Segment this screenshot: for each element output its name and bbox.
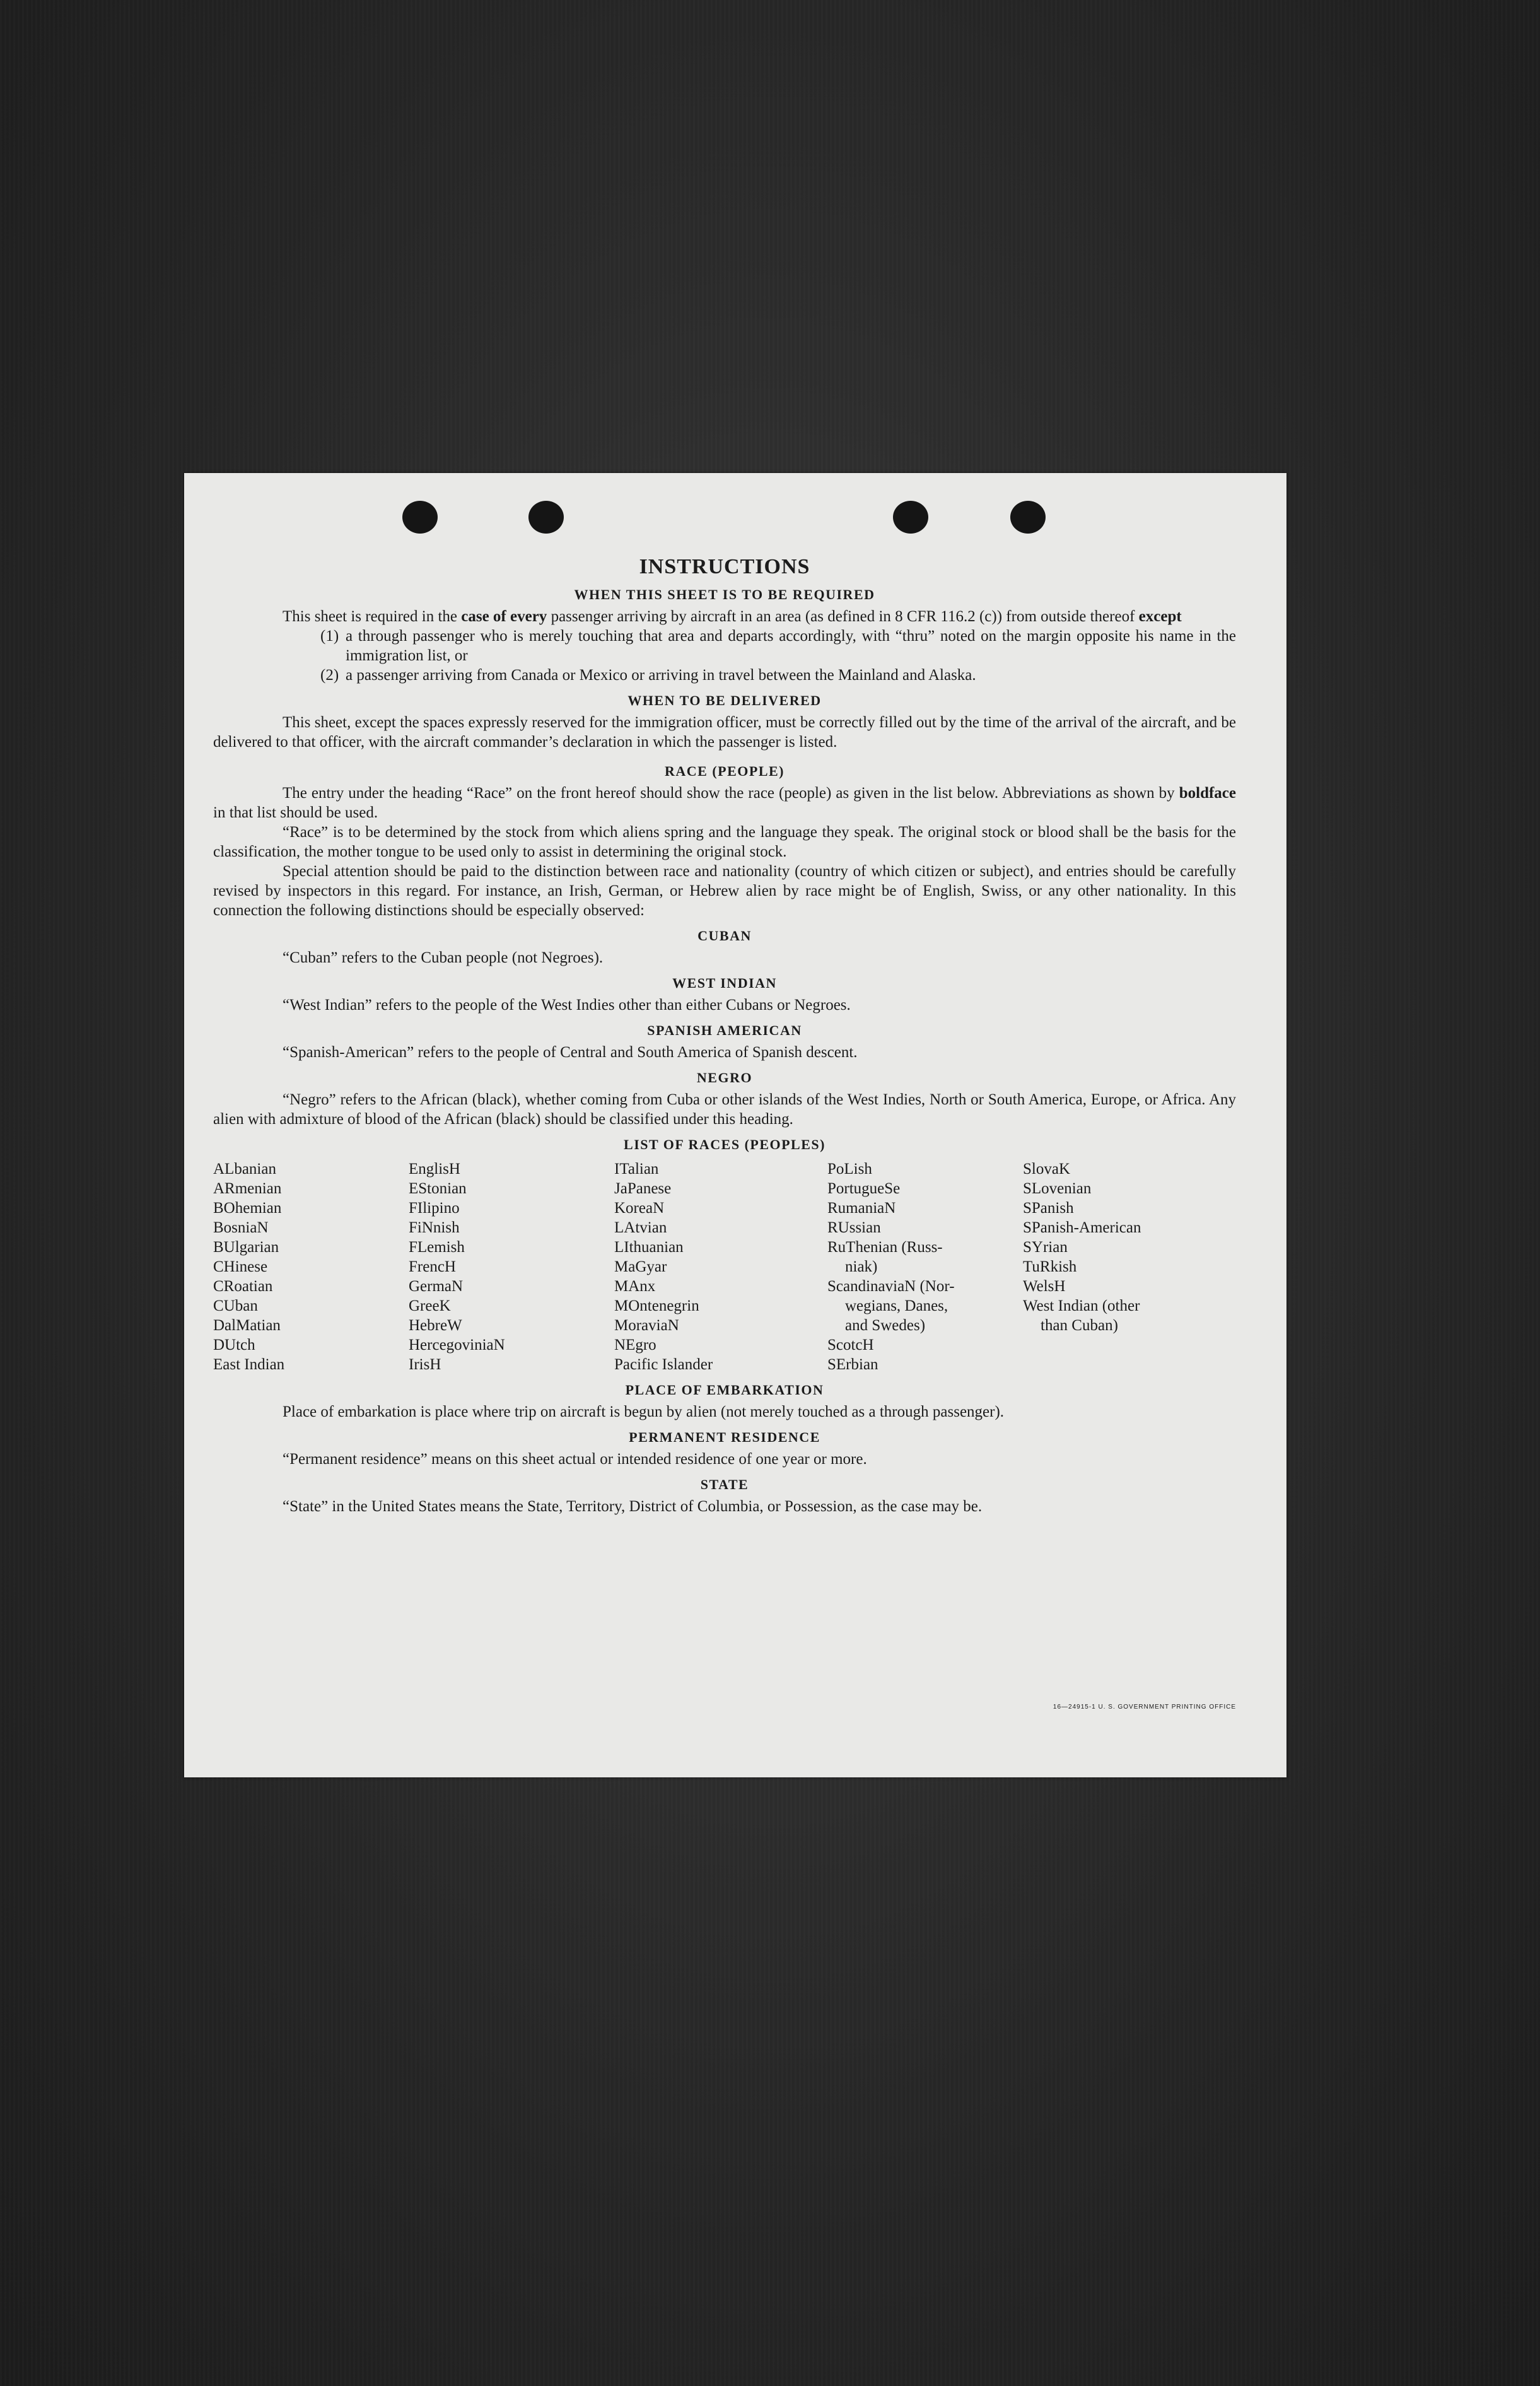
page-title: INSTRUCTIONS: [639, 555, 810, 578]
section-heading-races-list: LIST OF RACES (PEOPLES): [624, 1137, 825, 1152]
race-entry: NEgro: [614, 1336, 656, 1354]
races-column: [213, 1159, 409, 1374]
race-entry: RumaniaN: [827, 1200, 896, 1217]
race-entry: RUssian: [827, 1219, 881, 1236]
race-entry: niak): [845, 1258, 878, 1275]
race-entry: JaPanese: [614, 1180, 672, 1197]
race-entry: ITalian: [614, 1161, 659, 1178]
race-entry: GreeK: [409, 1297, 451, 1314]
race-entry: FLemish: [409, 1239, 465, 1256]
section-heading-negro: NEGRO: [696, 1070, 753, 1085]
exception-item: (2) a passenger arriving from Canada or Mexico or arriving in travel between the Mainland and Alaska.: [320, 667, 976, 684]
cuban-text: “Cuban” refers to the Cuban people (not Negroes).: [283, 949, 604, 966]
race-entry: ARmenian: [213, 1180, 282, 1197]
race-entry: CHinese: [213, 1258, 268, 1275]
race-entry: LAtvian: [614, 1219, 667, 1236]
race-entry: BOhemian: [213, 1200, 282, 1217]
punch-hole: [893, 501, 928, 534]
race-paragraph: The entry under the heading “Race” on the front hereof should show the race (people) as given in the list below. Abbreviations as shown by boldface in that list should be used.: [213, 785, 1236, 821]
race-entry: FIlipino: [409, 1200, 460, 1217]
race-entry: KoreaN: [614, 1200, 665, 1217]
race-entry: ALbanian: [213, 1161, 276, 1178]
delivered-text: This sheet, except the spaces expressly reserved for the immigration officer, must be correctly filled out by the time of the arrival of the aircraft, and be delivered to that officer, with the aircraft commander’s declaration in which the passenger is listed.: [213, 714, 1236, 751]
spanish-american-text: “Spanish-American” refers to the people of Central and South America of Spanish descent.: [283, 1044, 858, 1061]
race-entry: PortugueSe: [827, 1180, 901, 1197]
race-entry: LIthuanian: [614, 1239, 684, 1256]
race-entry: BUlgarian: [213, 1239, 279, 1256]
race-entry: TuRkish: [1023, 1258, 1077, 1275]
race-entry: SlovaK: [1023, 1161, 1070, 1178]
race-entry: WelsH: [1023, 1278, 1066, 1295]
race-entry: SYrian: [1023, 1239, 1068, 1256]
punch-hole: [528, 501, 564, 534]
race-entry: MAnx: [614, 1278, 656, 1295]
race-entry: DalMatian: [213, 1317, 281, 1334]
required-intro: This sheet is required in the case of every passenger arriving by aircraft in an area (as defined in 8 CFR 116.2 (c)) from outside thereof except: [283, 608, 1182, 625]
race-entry: FiNnish: [409, 1219, 460, 1236]
race-entry: CUban: [213, 1297, 258, 1314]
section-heading-spanish-american: SPANISH AMERICAN: [647, 1022, 802, 1038]
race-entry: wegians, Danes,: [845, 1297, 948, 1314]
embarkation-text: Place of embarkation is place where trip on aircraft is begun by alien (not merely touched as a through passenger).: [283, 1403, 1005, 1420]
race-entry: MoraviaN: [614, 1317, 679, 1334]
section-heading-embarkation: PLACE OF EMBARKATION: [625, 1382, 824, 1398]
state-text: “State” in the United States means the State, Territory, District of Columbia, or Possession, as the case may be.: [283, 1498, 983, 1515]
instruction-sheet: [184, 473, 1286, 1777]
race-entry: RuThenian (Russ-: [827, 1239, 943, 1256]
section-heading-required: WHEN THIS SHEET IS TO BE REQUIRED: [574, 587, 875, 602]
punch-hole: [402, 501, 438, 534]
west-indian-text: “West Indian” refers to the people of the West Indies other than either Cubans or Negroes.: [283, 997, 851, 1014]
race-entry: MOntenegrin: [614, 1297, 699, 1314]
race-entry: SLovenian: [1023, 1180, 1092, 1197]
race-paragraph: Special attention should be paid to the distinction between race and nationality (country of which citizen or subject), and entries should be carefully revised by inspectors in this regard. For instance, an Irish, German, or Hebrew alien by race might be of English, Swiss, or any other nationality. In this connection the following distinctions should be especially observed:: [213, 863, 1236, 919]
punch-hole: [1010, 501, 1046, 534]
exception-item: (1) a through passenger who is merely touching that area and departs accordingly, with “thru” noted on the margin opposite his name in the immigration list, or: [320, 628, 1236, 664]
race-entry: than Cuban): [1041, 1317, 1118, 1334]
race-entry: IrisH: [409, 1356, 441, 1373]
race-entry: HercegoviniaN: [409, 1336, 505, 1354]
race-entry: SPanish: [1023, 1200, 1074, 1217]
race-entry: GermaN: [409, 1278, 464, 1295]
race-entry: DUtch: [213, 1336, 255, 1354]
race-entry: Pacific Islander: [614, 1356, 713, 1373]
races-column: [614, 1159, 827, 1374]
section-heading-west-indian: WEST INDIAN: [672, 975, 777, 991]
race-entry: EStonian: [409, 1180, 467, 1197]
race-entry: BosniaN: [213, 1219, 269, 1236]
races-column: [827, 1159, 1023, 1374]
section-heading-delivered: WHEN TO BE DELIVERED: [627, 693, 822, 708]
race-entry: MaGyar: [614, 1258, 667, 1275]
race-entry: East Indian: [213, 1356, 285, 1373]
race-entry: HebreW: [409, 1317, 462, 1334]
races-column: [1023, 1159, 1141, 1374]
race-entry: EnglisH: [409, 1161, 460, 1178]
race-entry: CRoatian: [213, 1278, 273, 1295]
race-entry: FrencH: [409, 1258, 456, 1275]
negro-text: “Negro” refers to the African (black), whether coming from Cuba or other islands of the West Indies, North or South America, Europe, or Africa. Any alien with admixture of blood of the African (black) should be classified under this heading.: [213, 1091, 1236, 1128]
race-entry: PoLish: [827, 1161, 872, 1178]
section-heading-residence: PERMANENT RESIDENCE: [629, 1429, 820, 1445]
section-heading-state: STATE: [700, 1477, 749, 1492]
race-entry: SPanish-American: [1023, 1219, 1141, 1236]
race-entry: and Swedes): [845, 1317, 926, 1334]
races-list: [213, 1159, 1236, 1374]
section-heading-race: RACE (PEOPLE): [665, 763, 785, 779]
printing-office-code: 16—24915-1 U. S. GOVERNMENT PRINTING OFFICE: [1053, 1704, 1236, 1711]
race-paragraph: “Race” is to be determined by the stock from which aliens spring and the language they speak. The original stock or blood shall be the basis for the classification, the mother tongue to be used only to assist in determining the original stock.: [213, 824, 1236, 860]
race-entry: ScandinaviaN (Nor-: [827, 1278, 955, 1295]
races-column: [409, 1159, 614, 1374]
residence-text: “Permanent residence” means on this sheet actual or intended residence of one year or more.: [283, 1451, 867, 1468]
section-heading-cuban: CUBAN: [697, 928, 752, 944]
race-entry: ScotcH: [827, 1336, 874, 1354]
race-entry: SErbian: [827, 1356, 878, 1373]
race-entry: West Indian (other: [1023, 1297, 1140, 1314]
